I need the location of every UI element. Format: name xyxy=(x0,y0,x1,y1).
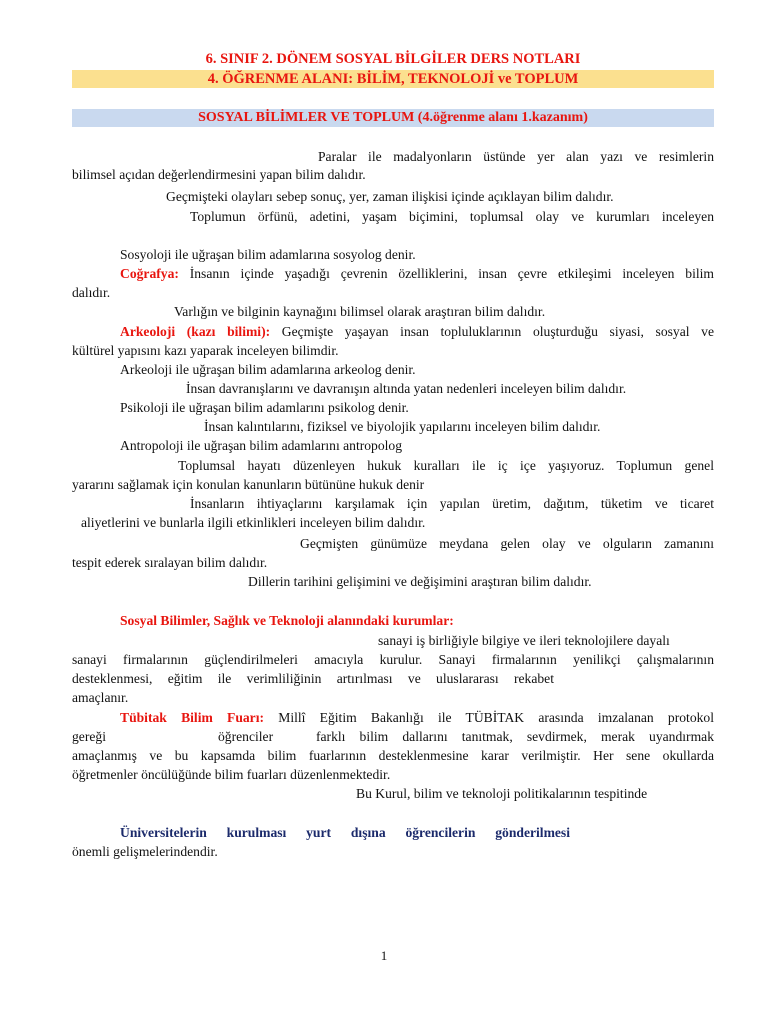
text-line: Toplumsal hayatı düzenleyen hukuk kuralları ile iç içe yaşıyoruz. Toplumun genel xyxy=(178,458,714,473)
text-line: dalıdır. xyxy=(72,285,111,300)
text-line: amaçlanır. xyxy=(72,690,129,705)
term-label: Tübitak Bilim Fuarı: xyxy=(120,710,265,725)
text-line: Paralar ile madalyonların üstünde yer alan yazı ve resimlerin xyxy=(318,149,714,164)
text-line: yararını sağlamak için konulan kanunların bütününe hukuk denir xyxy=(72,477,425,492)
term-text: Millî Eğitim Bakanlığı ile TÜBİTAK arasında imzalanan protokol xyxy=(264,710,714,725)
text-line: Sosyoloji ile uğraşan bilim adamlarına sosyolog denir. xyxy=(120,247,416,262)
text-line: gereği xyxy=(72,729,106,744)
term-label: Arkeoloji (kazı bilimi): xyxy=(120,324,271,339)
text-line: Varlığın ve bilginin kaynağını bilimsel olarak araştıran bilim dalıdır. xyxy=(174,304,546,319)
text-line: önemli gelişmelerindendir. xyxy=(72,844,218,859)
text-line: Toplumun örfünü, adetini, yaşam biçimini, toplumsal olay ve kurumları inceleyen xyxy=(190,209,714,224)
text-line: Psikoloji ile uğraşan bilim adamlarını psikolog denir. xyxy=(120,400,409,415)
text-line: Geçmişten günümüze meydana gelen olay ve olguların zamanını xyxy=(300,536,714,551)
text-line: öğrenciler xyxy=(218,729,274,744)
text-line: amaçlanmış ve bu kapsamda bilim fuarlarının desteklenmesine karar verilmiştir. Her sene okullarda xyxy=(72,748,714,763)
text-line: Antropoloji ile uğraşan bilim adamlarını antropolog xyxy=(120,438,403,453)
text-line xyxy=(120,709,714,726)
text-line: kültürel yapısını kazı yaparak inceleyen bilimdir. xyxy=(72,343,339,358)
document-title: 6. SINIF 2. DÖNEM SOSYAL BİLGİLER DERS NOTLARI xyxy=(205,51,581,67)
text-line: Bu Kurul, bilim ve teknoloji politikalarının tespitinde xyxy=(356,786,648,801)
text-line: Geçmişteki olayları sebep sonuç, yer, zaman ilişkisi içinde açıklayan bilim dalıdır. xyxy=(166,189,614,204)
text-line: İnsan kalıntılarını, fiziksel ve biyolojik yapılarını inceleyen bilim dalıdır. xyxy=(204,419,601,434)
text-line: İnsan davranışlarını ve davranışın altında yatan nedenleri inceleyen bilim dalıdır. xyxy=(186,381,627,396)
text-line: bilimsel açıdan değerlendirmesini yapan bilim dalıdır. xyxy=(72,167,366,182)
term-text: Geçmişte yaşayan insan topluluklarının oluşturduğu siyasi, sosyal ve xyxy=(270,324,714,339)
term-text: İnsanın içinde yaşadığı çevrenin özelliklerini, insan çevre etkileşimi inceleyen bilim xyxy=(178,266,714,281)
text-line: tespit ederek sıralayan bilim dalıdır. xyxy=(72,555,268,570)
text-line: öğretmenler öncülüğünde bilim fuarları düzenlenmektedir. xyxy=(72,767,391,782)
text-line: Dillerin tarihini gelişimini ve değişimini araştıran bilim dalıdır. xyxy=(248,574,592,589)
text-line: Arkeoloji ile uğraşan bilim adamlarına arkeolog denir. xyxy=(120,362,416,377)
institutions-heading: Sosyal Bilimler, Sağlık ve Teknoloji alanındaki kurumlar: xyxy=(120,613,454,628)
section-heading: SOSYAL BİLİMLER VE TOPLUM (4.öğrenme alanı 1.kazanım) xyxy=(72,109,714,127)
text-line xyxy=(120,323,714,340)
universities-line: Üniversitelerin kurulması yurt dışına öğrencilerin gönderilmesi xyxy=(120,825,570,840)
term-label: Coğrafya: xyxy=(120,266,179,281)
text-line: desteklenmesi, eğitim ile verimliliğinin artırılması ve uluslararası rekabet xyxy=(72,671,554,686)
text-line: sanayi firmalarının güçlendirilmeleri amacıyla kurulur. Sanayi firmalarının yenilikçi çalışmalarının xyxy=(72,652,714,667)
text-line: sanayi iş birliğiyle bilgiye ve ileri teknolojilere dayalı xyxy=(378,633,670,648)
learning-area-title: 4. ÖĞRENME ALANI: BİLİM, TEKNOLOJİ ve TOPLUM xyxy=(72,70,714,88)
text-line: farklı bilim dallarını tanıtmak, sevdirmek, merak uyandırmak xyxy=(316,729,714,744)
page-number: 1 xyxy=(380,948,388,963)
text-line: aliyetlerini ve bunlarla ilgili etkinlikleri inceleyen bilim dalıdır. xyxy=(81,515,426,530)
text-line: İnsanların ihtiyaçlarını karşılamak için yapılan üretim, dağıtım, tüketim ve ticaret xyxy=(190,496,714,511)
text-line xyxy=(120,265,714,282)
